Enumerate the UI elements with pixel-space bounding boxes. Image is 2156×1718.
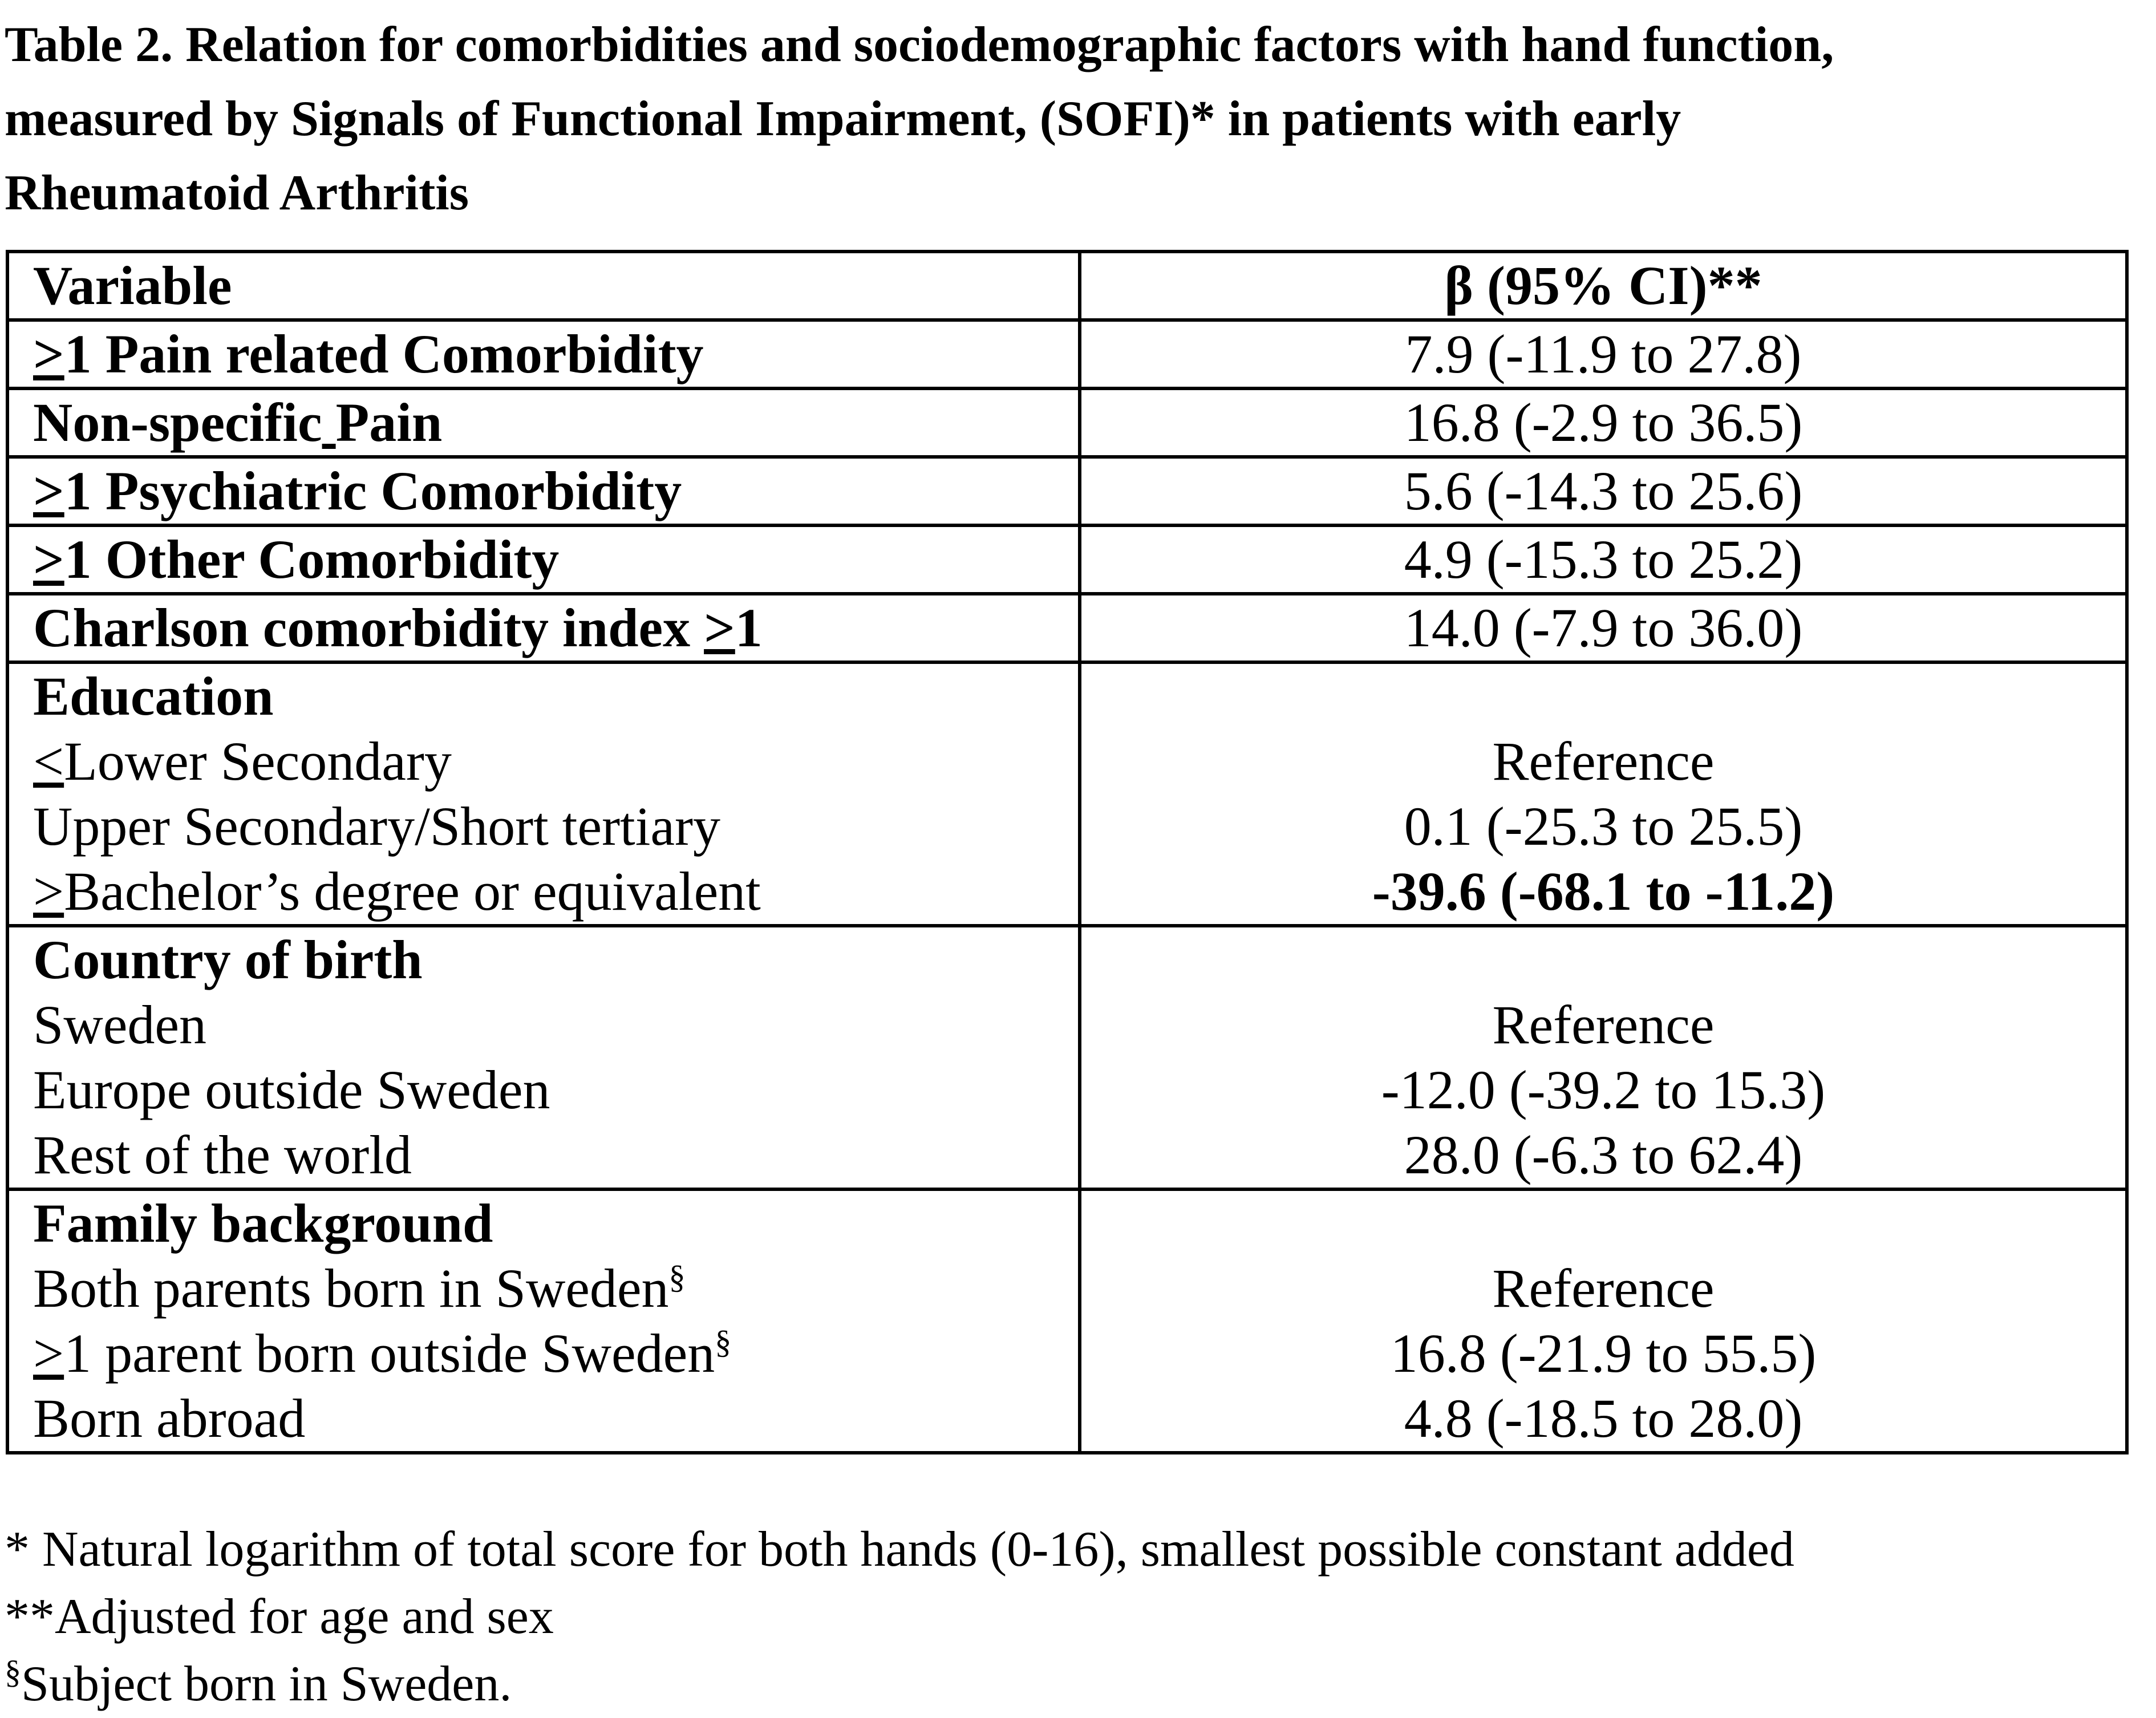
group-value-spacer — [1081, 664, 2125, 729]
group-value: Reference — [1492, 994, 1715, 1055]
header-beta: β (95% CI)** — [1444, 255, 1762, 316]
row-value: 16.8 (-2.9 to 36.5) — [1404, 392, 1803, 453]
geq-sign: > — [33, 323, 64, 384]
row-label: >1 Psychiatric Comorbidity — [33, 460, 682, 521]
group-item-label: Europe outside Sweden — [33, 1059, 550, 1120]
row-value-cell — [1080, 525, 2127, 594]
group-heading: Family background — [33, 1193, 493, 1254]
group-label-cell — [7, 926, 1080, 1189]
geq-sign: > — [704, 597, 735, 658]
table-group-row — [7, 1189, 2127, 1453]
group-value: 0.1 (-25.3 to 25.5) — [1404, 796, 1803, 857]
row-label-cell — [7, 594, 1080, 662]
row-value-cell — [1080, 388, 2127, 457]
group-value-cell — [1080, 662, 2127, 926]
header-variable: Variable — [33, 255, 232, 316]
row-label: >1 Other Comorbidity — [33, 529, 560, 590]
table-row — [7, 388, 2127, 457]
group-item-label: >1 parent born outside Sweden§ — [33, 1323, 732, 1384]
row-value-cell — [1080, 320, 2127, 388]
underlined-space — [322, 392, 336, 453]
row-value: 7.9 (-11.9 to 27.8) — [1405, 323, 1802, 384]
caption-line-2: measured by Signals of Functional Impairment, (SOFI)* in patients with early — [5, 91, 1681, 147]
group-item-label: Upper Secondary/Short tertiary — [33, 796, 720, 857]
section-mark: § — [668, 1258, 686, 1295]
caption-line-3: Rheumatoid Arthritis — [5, 165, 469, 221]
group-item-label: Born abroad — [33, 1388, 306, 1449]
geq-sign: > — [33, 529, 64, 590]
group-value-cell — [1080, 926, 2127, 1189]
group-item-label: Both parents born in Sweden§ — [33, 1258, 686, 1319]
table-group-row — [7, 926, 2127, 1189]
table-caption — [5, 8, 2156, 230]
group-value: Reference — [1492, 1258, 1715, 1319]
row-value-cell — [1080, 457, 2127, 525]
group-value-spacer — [1081, 1191, 2125, 1256]
group-value: -39.6 (-68.1 to -11.2) — [1372, 861, 1835, 922]
table-row — [7, 457, 2127, 525]
geq-sign: > — [33, 1323, 64, 1384]
group-value: Reference — [1492, 731, 1715, 792]
caption-line-1: Table 2. Relation for comorbidities and sociodemographic factors with hand function, — [5, 17, 1834, 72]
table-group-row — [7, 662, 2127, 926]
group-value: 16.8 (-21.9 to 55.5) — [1390, 1323, 1817, 1384]
group-item-label: >Bachelor’s degree or equivalent — [33, 861, 761, 922]
row-label: >1 Pain related Comorbidity — [33, 323, 704, 384]
group-value-spacer — [1081, 927, 2125, 992]
footnote-section: §Subject born in Sweden. — [5, 1653, 512, 1712]
row-value: 4.9 (-15.3 to 25.2) — [1404, 529, 1803, 590]
footnotes — [5, 1516, 2156, 1718]
table-header-row — [7, 252, 2127, 320]
leq-sign: < — [33, 731, 64, 792]
group-value-cell — [1080, 1189, 2127, 1453]
group-item-label: Rest of the world — [33, 1124, 412, 1185]
group-label-cell — [7, 662, 1080, 926]
geq-sign: > — [33, 861, 64, 922]
row-label-cell — [7, 320, 1080, 388]
row-label-cell — [7, 525, 1080, 594]
group-value: 28.0 (-6.3 to 62.4) — [1404, 1124, 1803, 1185]
footnote-asterisk: * Natural logarithm of total score for both hands (0-16), smallest possible constant added — [5, 1522, 1794, 1577]
group-value: 4.8 (-18.5 to 28.0) — [1404, 1388, 1803, 1449]
group-item-label: <Lower Secondary — [33, 731, 452, 792]
row-label: Non-specific Pain — [33, 392, 443, 453]
header-variable-cell — [7, 252, 1080, 320]
geq-sign: > — [33, 460, 64, 521]
group-label-cell — [7, 1189, 1080, 1453]
table-row — [7, 594, 2127, 662]
header-beta-cell — [1080, 252, 2127, 320]
table-row — [7, 320, 2127, 388]
results-table — [6, 250, 2129, 1454]
row-label-cell — [7, 388, 1080, 457]
footnote-double-asterisk: **Adjusted for age and sex — [5, 1589, 554, 1644]
group-heading: Country of birth — [33, 929, 423, 990]
group-heading: Education — [33, 666, 274, 727]
row-value: 14.0 (-7.9 to 36.0) — [1404, 597, 1803, 658]
row-label: Charlson comorbidity index >1 — [33, 597, 763, 658]
section-mark: § — [715, 1323, 732, 1360]
group-value: -12.0 (-39.2 to 15.3) — [1381, 1059, 1826, 1120]
section-mark: § — [5, 1653, 21, 1691]
row-value-cell — [1080, 594, 2127, 662]
table-row — [7, 525, 2127, 594]
row-value: 5.6 (-14.3 to 25.6) — [1404, 460, 1803, 521]
group-item-label: Sweden — [33, 994, 206, 1055]
row-label-cell — [7, 457, 1080, 525]
